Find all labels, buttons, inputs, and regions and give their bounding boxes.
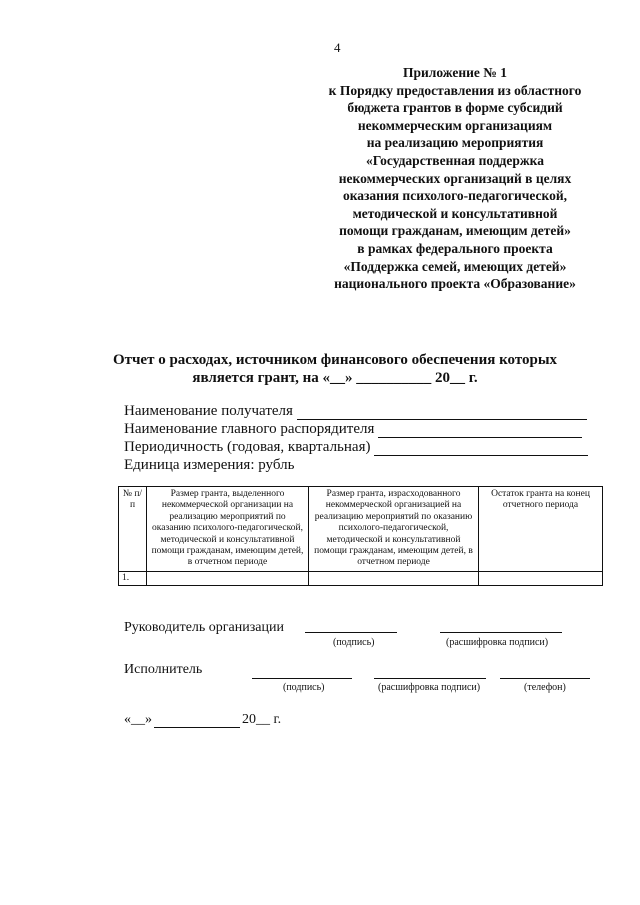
table-row xyxy=(119,571,603,585)
page-number: 4 xyxy=(334,40,341,55)
head-signature-line[interactable] xyxy=(305,632,397,633)
appendix-line: национального проекта «Образование» xyxy=(334,276,576,292)
field-unit-label: Единица измерения: рубль xyxy=(124,457,295,473)
field-periodicity-line[interactable] xyxy=(374,441,588,456)
appendix-line: «Поддержка семей, имеющих детей» xyxy=(343,258,567,274)
field-periodicity xyxy=(124,438,588,456)
field-recipient xyxy=(124,402,588,420)
field-main-manager-label: Наименование главного распорядителя xyxy=(124,421,375,437)
exec-caption-decode: (расшифровка подписи) xyxy=(378,682,481,693)
table-cell[interactable] xyxy=(479,571,603,585)
executor-signature-line[interactable] xyxy=(252,678,352,679)
head-caption-sign: (подпись) xyxy=(333,637,375,648)
appendix-line: к Порядку предоставления из областного xyxy=(328,82,582,98)
appendix-line: помощи гражданам, имеющим детей» xyxy=(339,223,571,239)
executor-phone-line[interactable] xyxy=(500,678,590,679)
appendix-header xyxy=(310,64,600,293)
report-title-line1: Отчет о расходах, источником финансового обеспечения которых xyxy=(112,352,558,368)
exec-caption-phone: (телефон) xyxy=(524,682,566,693)
appendix-line: «Государственная поддержка xyxy=(365,152,544,168)
appendix-line: в рамках федерального проекта xyxy=(357,240,553,256)
report-fields xyxy=(124,402,588,474)
executor-decode-line[interactable] xyxy=(374,678,486,679)
date-year: 20__ г. xyxy=(242,712,282,727)
date-row xyxy=(124,712,281,728)
table-header: Размер гранта, выделенного некоммерческой организации на реализацию мероприятий по оказанию психолого-педагогической, методической и консультативной помощи гражданам, имеющим детей, в отчетном периоде xyxy=(147,487,309,572)
field-recipient-label: Наименование получателя xyxy=(124,403,293,419)
appendix-line: некоммерческим организациям xyxy=(357,117,553,133)
table-header: Остаток гранта на конец отчетного периода xyxy=(479,487,603,572)
executor-label: Исполнитель xyxy=(124,662,203,677)
table-cell[interactable] xyxy=(147,571,309,585)
table-header-row xyxy=(119,487,603,572)
field-unit xyxy=(124,456,588,474)
field-recipient-line[interactable] xyxy=(297,405,587,420)
appendix-line: Приложение № 1 xyxy=(403,65,507,80)
appendix-line: на реализацию мероприятия xyxy=(366,135,544,151)
report-title xyxy=(100,351,570,387)
date-day: «__» xyxy=(124,712,152,727)
date-month-line[interactable] xyxy=(154,714,240,728)
head-caption-decode: (расшифровка подписи) xyxy=(446,637,549,648)
field-periodicity-label: Периодичность (годовая, квартальная) xyxy=(124,439,371,455)
head-decode-line[interactable] xyxy=(440,632,562,633)
table-header: Размер гранта, израсходованного некоммерческой организацией на реализацию мероприятий по оказанию психолого-педагогической, методической и консультативной помощи гражданам, имеющим детей, в отчетном периоде xyxy=(309,487,479,572)
exec-caption-sign: (подпись) xyxy=(283,682,325,693)
table-header: № п/п xyxy=(119,487,147,572)
appendix-line: некоммерческих организаций в целях xyxy=(338,170,572,186)
table-cell[interactable] xyxy=(309,571,479,585)
field-main-manager xyxy=(124,420,588,438)
report-title-line2: является грант, на «__» __________ 20__ г. xyxy=(192,370,478,386)
field-main-manager-line[interactable] xyxy=(378,423,582,438)
head-signature-label: Руководитель организации xyxy=(124,620,284,635)
appendix-line: бюджета грантов в форме субсидий xyxy=(347,100,563,116)
appendix-line: оказания психолого-педагогической, xyxy=(342,188,568,204)
grant-table xyxy=(118,486,603,586)
table-cell: 1. xyxy=(119,571,147,585)
appendix-line: методической и консультативной xyxy=(352,205,558,221)
